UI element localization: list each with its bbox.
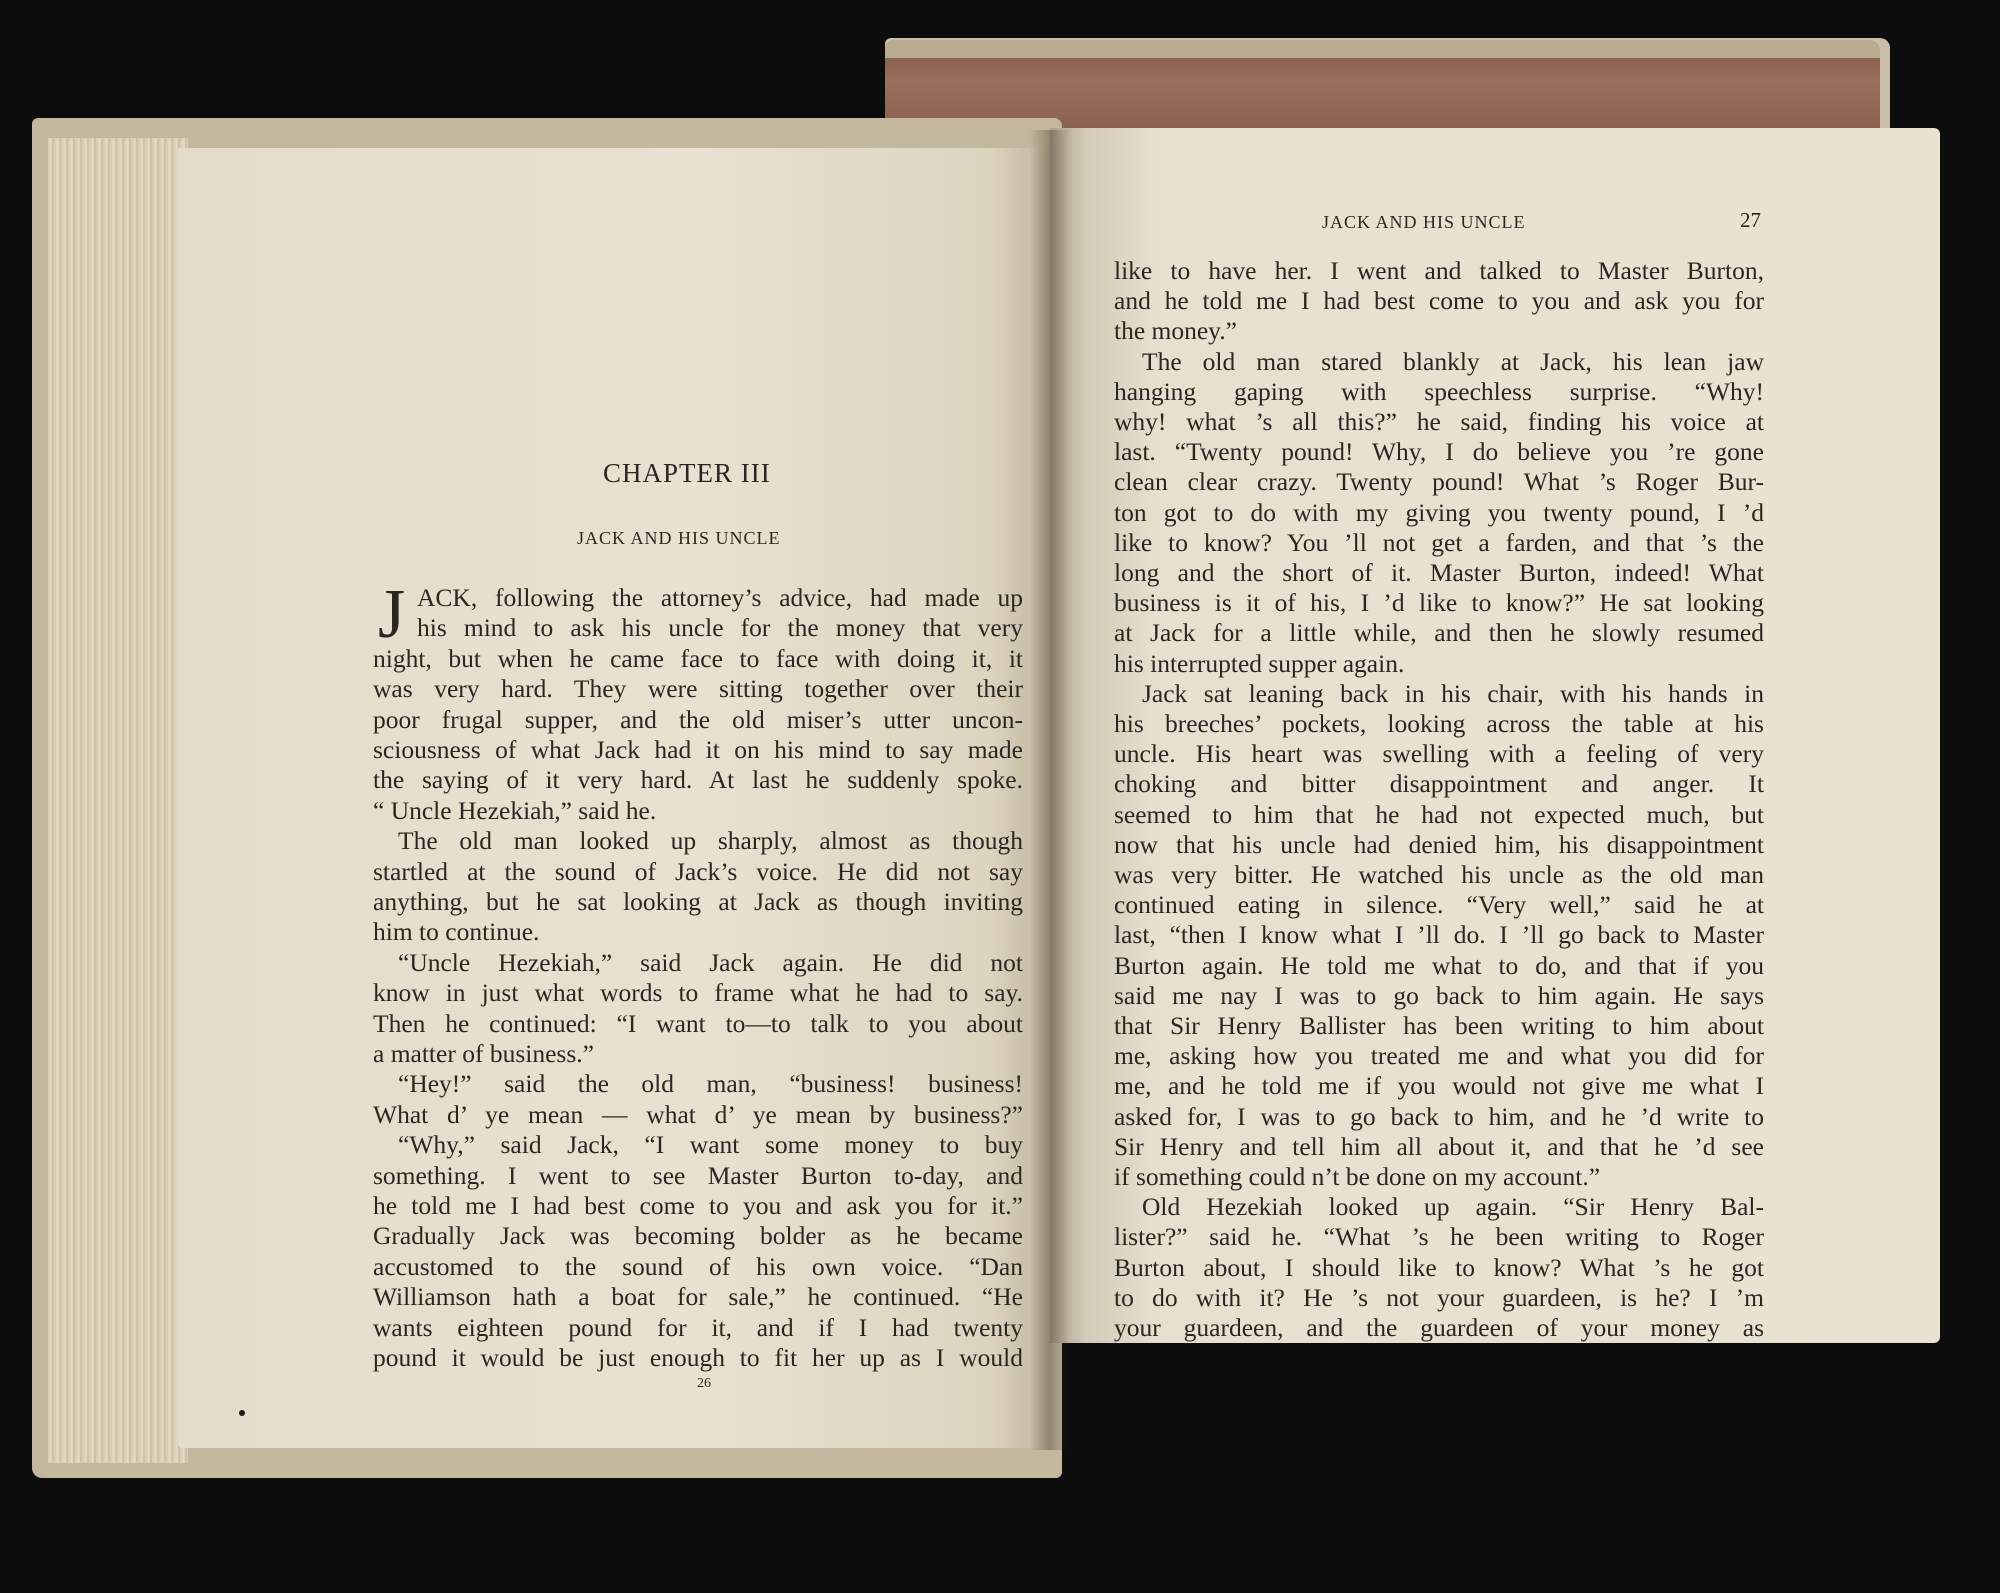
text-line: me, asking how you treated me and what you did for: [1114, 1041, 1764, 1071]
text-line: if something could n’t be done on my account.”: [1114, 1162, 1601, 1191]
text-line: was very hard. They were sitting together over their: [373, 674, 1023, 704]
page-number: 27: [1740, 208, 1761, 232]
text-line: The old man stared blankly at Jack, his lean jaw: [1142, 346, 1764, 376]
text-line: know in just what words to frame what he had to say.: [373, 978, 1023, 1008]
text-line: his breeches’ pockets, looking across the table at his: [1114, 709, 1764, 738]
text-line: lister?” said he. “What ’s he been writing to Roger: [1114, 1222, 1764, 1252]
text-line: him to continue.: [373, 917, 540, 947]
text-line: Old Hezekiah looked up again. “Sir Henry Bal-: [1142, 1192, 1764, 1222]
text-line: choking and bitter disappointment and anger. It: [1114, 769, 1764, 799]
text-line: pound it would be just enough to fit her up as I would: [373, 1343, 1023, 1372]
text-line: startled at the sound of Jack’s voice. He did not say: [373, 856, 1023, 886]
text-line: uncle. His heart was swelling with a feeling of very: [1114, 739, 1764, 769]
text-line: something. I went to see Master Burton to-day, and: [373, 1160, 1023, 1190]
text-line: the money.”: [1114, 316, 1237, 346]
chapter-heading: CHAPTER III: [603, 458, 771, 488]
text-line: at Jack for a little while, and then he slowly resumed: [1114, 618, 1764, 648]
ink-spot: [239, 1410, 245, 1416]
folio-left: 26: [697, 1376, 711, 1391]
text-line: why! what ’s all this?” he said, finding his voice at: [1114, 407, 1764, 436]
text-line: “ Uncle Hezekiah,” said he.: [373, 795, 657, 825]
text-line: Sir Henry and tell him all about it, and that he ’d see: [1114, 1131, 1764, 1161]
text-line: long and the short of it. Master Burton, indeed! What: [1114, 558, 1764, 587]
text-line: wants eighteen pound for it, and if I had twenty: [373, 1312, 1023, 1342]
text-line: anything, but he sat looking at Jack as though inviting: [373, 887, 1023, 916]
text-line: to do with it? He ’s not your guardeen, is he? I ’m: [1114, 1282, 1764, 1312]
text-line: was very bitter. He watched his uncle as the old man: [1114, 860, 1764, 889]
text-line: and he told me I had best come to you and ask you for: [1114, 286, 1764, 316]
text-line: like to know? You ’ll not get a farden, and that ’s the: [1114, 527, 1764, 557]
book-gutter: [1030, 130, 1070, 1450]
text-line: me, and he told me if you would not give me what I: [1114, 1071, 1764, 1101]
text-line: Jack sat leaning back in his chair, with his hands in: [1142, 678, 1764, 708]
text-line: “Why,” said Jack, “I want some money to buy: [398, 1130, 1023, 1160]
text-line: Then he continued: “I want to—to talk to you about: [373, 1008, 1023, 1038]
running-head: JACK AND HIS UNCLE: [1322, 212, 1526, 232]
text-line: “Hey!” said the old man, “business! business!: [398, 1069, 1023, 1099]
text-line: last, “then I know what I ’ll do. I ’ll go back to Master: [1114, 920, 1764, 950]
text-line: said me nay I was to go back to him again. He says: [1114, 980, 1764, 1010]
text-line: Gradually Jack was becoming bolder as he became: [373, 1221, 1023, 1251]
text-line: that Sir Henry Ballister has been writing to him about: [1114, 1011, 1764, 1040]
text-line: business is it of his, I ’d like to know?” He sat looking: [1114, 588, 1764, 618]
text-line: like to have her. I went and talked to Master Burton,: [1114, 256, 1764, 285]
left-page-block-edge: [48, 138, 188, 1463]
text-line: What d’ ye mean — what d’ ye mean by business?”: [373, 1099, 1023, 1129]
text-line: hanging gaping with speechless surprise. “Why!: [1114, 376, 1764, 406]
chapter-subtitle: JACK AND HIS UNCLE: [577, 528, 781, 548]
text-line: night, but when he came face to face with doing it, it: [373, 643, 1023, 673]
text-line: your guardeen, and the guardeen of your money as: [1114, 1313, 1764, 1342]
text-line: ton got to do with my giving you twenty pound, I ’d: [1114, 497, 1764, 527]
text-line: Burton about, I should like to know? What ’s he got: [1114, 1252, 1764, 1282]
text-line: Burton again. He told me what to do, and that if you: [1114, 950, 1764, 980]
text-line: The old man looked up sharply, almost as though: [398, 826, 1023, 856]
text-line: asked for, I was to go back to him, and he ’d write to: [1114, 1101, 1764, 1131]
text-line: a matter of business.”: [373, 1039, 594, 1068]
text-line: his mind to ask his uncle for the money that very: [417, 613, 1023, 643]
text-line: now that his uncle had denied him, his disappointment: [1114, 829, 1764, 859]
text-line: continued eating in silence. “Very well,” said he at: [1114, 890, 1764, 920]
text-line: Williamson hath a boat for sale,” he continued. “He: [373, 1282, 1023, 1312]
text-line: his interrupted supper again.: [1114, 648, 1405, 678]
text-line: accustomed to the sound of his own voice. “Dan: [373, 1251, 1023, 1281]
text-line: he told me I had best come to you and ask you for it.”: [373, 1191, 1023, 1220]
text-line: the saying of it very hard. At last he suddenly spoke.: [373, 765, 1023, 795]
drop-cap: J: [378, 576, 406, 653]
text-line: sciousness of what Jack had it on his mind to say made: [373, 735, 1023, 764]
text-line: poor frugal supper, and the old miser’s utter uncon-: [373, 704, 1023, 734]
text-line: ACK, following the attorney’s advice, had made up: [417, 583, 1023, 612]
text-line: last. “Twenty pound! Why, I do believe you ’re gone: [1114, 437, 1764, 467]
text-line: “Uncle Hezekiah,” said Jack again. He did not: [398, 947, 1023, 977]
text-line: seemed to him that he had not expected much, but: [1114, 799, 1764, 829]
text-line: clean clear crazy. Twenty pound! What ’s Roger Bur-: [1114, 467, 1764, 497]
